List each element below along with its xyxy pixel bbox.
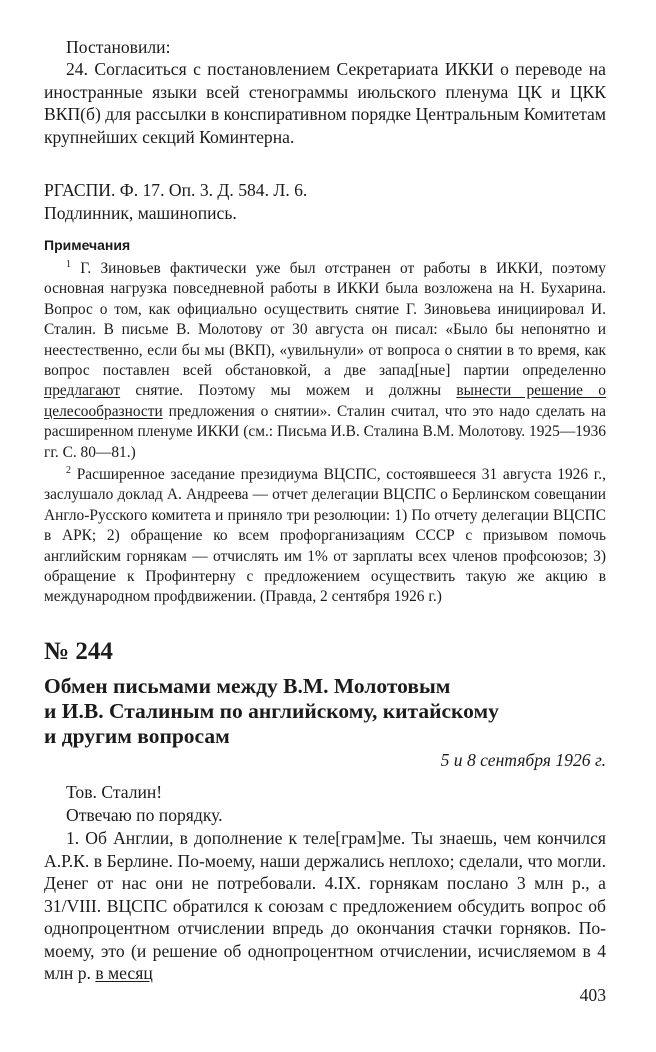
title-line-2: и И.В. Сталиным по английскому, китайскому — [44, 699, 499, 723]
note-1-underline-decision: вынести решение о целесообразности — [44, 382, 606, 420]
greeting-text: Тов. Сталин! — [66, 782, 163, 802]
letter-greeting — [44, 781, 606, 826]
note-1-text-a: Г. Зиновьев фактически уже был отстранен от работы в ИККИ, поэтому основная нагрузка повседневной работы в ИККИ была возложена на Н. Бухарина. Вопрос о том, как официально осуществить снятие Г. Зиновьева инициировал И. Сталин. В письме В. Молотову от 30 августа он писал: «Было бы непонятно и неестественно, если бы мы (ВКП), «увильнули» от вопроса о снятии в то время, как вопрос поставлен всей обстановкой, а две запад[ные] партии определенно — [44, 260, 606, 380]
note-1-underline-proposes: предлагают — [44, 382, 121, 400]
note-2 — [44, 465, 606, 608]
letter-paragraph-1 — [44, 827, 606, 985]
note-2-marker: 2 — [66, 464, 71, 476]
item-24: 24. Согласиться с постановлением Секретариата ИККИ о переводе на иностранные языки всей стенограммы июльского пленума ЦК и ЦКК ВКП(б) для рассылки в конспиративном порядке Центральным Комитетам крупнейших секций Коминтерна. — [44, 59, 606, 147]
notes-heading: Примечания — [44, 237, 131, 253]
page-number: 403 — [579, 985, 606, 1005]
document-date: 5 и 8 сентября 1926 г. — [440, 750, 606, 770]
title-line-1: Обмен письмами между В.М. Молотовым — [44, 674, 451, 698]
paragraph-1-underline: в месяц — [95, 963, 153, 983]
reply-order-text: Отвечаю по порядку. — [66, 804, 223, 825]
archive-citation: РГАСПИ. Ф. 17. Оп. 3. Д. 584. Л. 6. — [44, 180, 308, 200]
note-1-text-c: предложения о снятии». Сталин считал, что это надо сделать на расширенном пленуме ИККИ (см.: Письма И.В. Сталина В.М. Молотову. 1925—1936 гг. С. 80—81.) — [44, 402, 606, 461]
archive-reference — [44, 179, 606, 224]
document-number: № 244 — [44, 638, 113, 665]
decided-text: Постановили: — [66, 37, 171, 57]
document-type: Подлинник, машинопись. — [44, 202, 237, 223]
note-2-text: Расширенное заседание президиума ВЦСПС, состоявшееся 31 августа 1926 г., заслушало доклад А. Андреева — отчет делегации ВЦСПС о Берлинском совещании Англо-Русского комитета и приняло три резолюции: 1) По отчету делегации ВЦСПС в АРК; 2) обращение ко всем профорганизациям СССР с призывом помочь английским горнякам — отчислять им 1% от зарплаты всех членов профсоюзов; 3) обращение к Профинтерну с предложением осуществить такую же акцию в международном профдвижении. (Правда, 2 сентября 1926 г.) — [44, 466, 607, 606]
note-1-marker: 1 — [66, 258, 71, 270]
document-title — [44, 674, 606, 749]
note-1 — [44, 259, 606, 463]
paragraph-1-text: 1. Об Англии, в дополнение к теле[грам]ме. Ты знаешь, чем кончился А.Р.К. в Берлине. По-моему, наши держались неплохо; сделали, что могли. Денег от нас они не потребовали. 4.IX. горнякам послано 3 млн р., а 31/VIII. ВЦСПС обратился к союзам с предложением обсудить вопрос об однопроцентном отчислении впредь до окончания стачки горняков. По-моему, это (и решение об однопроцентном отчислении, исчисляемом в 4 млн р. — [44, 828, 606, 983]
title-line-3: и другим вопросам — [44, 724, 230, 748]
note-1-text-b: снятие. Поэтому мы можем и должны — [120, 382, 457, 400]
decided-label — [44, 36, 606, 59]
